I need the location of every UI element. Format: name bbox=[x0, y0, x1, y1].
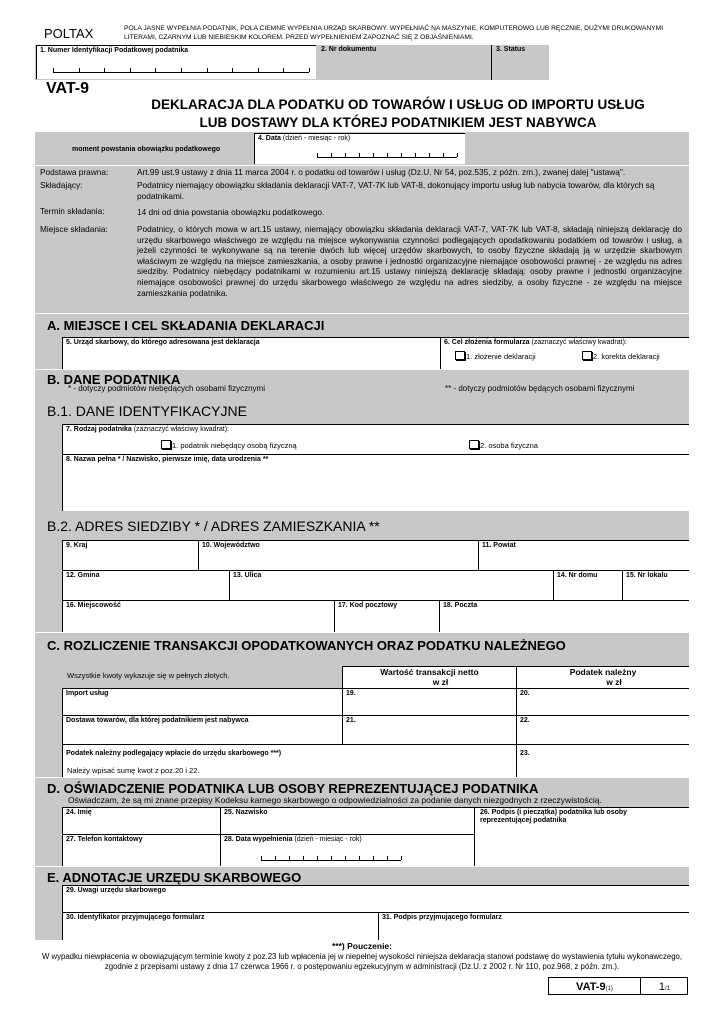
tick-mark bbox=[373, 153, 374, 157]
row-note: Należy wpisać sumę kwot z poz.20 i 22. bbox=[67, 766, 200, 775]
section-e-title: E. ADNOTACJE URZĘDU SKARBOWEGO bbox=[47, 870, 302, 885]
taxpayer-type-field bbox=[62, 424, 689, 454]
taxpayer-type-label: 7. Rodzaj podatnika bbox=[66, 426, 132, 433]
col-tax-title: Podatek należny bbox=[569, 667, 637, 677]
purpose-option-1[interactable] bbox=[455, 351, 536, 361]
info-text-2: 14 dni od dnia powstania obowiązku podatkowego. bbox=[137, 207, 325, 217]
net-supply-field[interactable] bbox=[342, 715, 516, 744]
checkbox-icon[interactable] bbox=[582, 351, 592, 360]
col-net-unit: w zł bbox=[432, 677, 449, 687]
type-option-2[interactable] bbox=[469, 440, 538, 450]
tick-mark bbox=[317, 153, 318, 157]
option-label: 1. podatnik niebędący osobą fizyczną bbox=[172, 441, 297, 450]
row-label: Podatek należny podlegający wpłacie do urzędu skarbowego ***) bbox=[66, 750, 282, 757]
post-office-label: 18. Poczta bbox=[443, 602, 478, 609]
tick-mark bbox=[331, 153, 332, 157]
note-person: ** - dotyczy podmiotów będących osobami fizycznymi bbox=[445, 384, 635, 393]
nip-label: 1. Numer Identyfikacji Podatkowej podatnika bbox=[40, 47, 189, 54]
tick-mark bbox=[130, 68, 131, 72]
form-title-2: LUB DOSTAWY DLA KTÓREJ PODATNIKIEM JEST NABYWCA bbox=[199, 115, 597, 130]
statement: Oświadczam, że są mi znane przepisy Kodeksu karnego skarbowego o odpowiedzialności za podanie danych niezgodnych z rzeczywistością. bbox=[68, 795, 602, 805]
city-field[interactable] bbox=[62, 600, 334, 632]
tick-mark bbox=[232, 68, 233, 72]
purpose-hint: (zaznaczyć właściwy kwadrat): bbox=[531, 339, 627, 346]
street-label: 13. Ulica bbox=[233, 572, 262, 579]
info-label-3: Miejsce składania: bbox=[40, 224, 108, 234]
signature-field[interactable] bbox=[474, 807, 689, 866]
receiver-id-field bbox=[62, 912, 378, 940]
moment-label: moment powstania obowiązku podatkowego bbox=[72, 146, 221, 153]
fill-date-hint: (dzień - miesiąc - rok) bbox=[294, 836, 362, 843]
tick-mark bbox=[303, 856, 304, 860]
tick-mark bbox=[457, 153, 458, 157]
tick-mark bbox=[401, 856, 402, 860]
date-ticks bbox=[317, 153, 457, 158]
postal-code-label: 17. Kod pocztowy bbox=[338, 602, 398, 609]
tick-mark bbox=[331, 856, 332, 860]
tick-mark bbox=[443, 153, 444, 157]
tick-mark bbox=[373, 856, 374, 860]
house-number-label: 14. Nr domu bbox=[557, 572, 598, 579]
type-option-1[interactable] bbox=[161, 440, 297, 450]
tick-mark bbox=[181, 68, 182, 72]
tax-supply-field[interactable] bbox=[516, 715, 689, 744]
tax-office-label: 5. Urząd skarbowy, do którego adresowana jest deklaracja bbox=[66, 339, 260, 346]
info-label-0: Podstawa prawna: bbox=[40, 167, 109, 177]
tick-mark bbox=[104, 68, 105, 72]
row-label: Import usług bbox=[66, 690, 109, 697]
purpose-option-2[interactable] bbox=[582, 351, 660, 361]
footer-code: VAT-9 bbox=[576, 981, 606, 993]
first-name-field[interactable] bbox=[62, 807, 220, 834]
nip-field[interactable] bbox=[36, 45, 316, 79]
tick-mark bbox=[345, 153, 346, 157]
form-code: VAT-9 bbox=[46, 80, 89, 97]
full-name-field[interactable] bbox=[62, 454, 689, 511]
fill-date-ticks bbox=[261, 856, 401, 861]
form-title-1: DEKLARACJA DLA PODATKU OD TOWARÓW I USŁUG OD IMPORTU USŁUG bbox=[151, 97, 645, 112]
tick-mark bbox=[283, 68, 284, 72]
tick-mark bbox=[289, 856, 290, 860]
country-field[interactable] bbox=[62, 540, 198, 570]
tick-mark bbox=[429, 153, 430, 157]
amounts-note: Wszystkie kwoty wykazuje się w pełnych złotych. bbox=[67, 671, 230, 680]
b2-title: B.2. ADRES SIEDZIBY * / ADRES ZAMIESZKANIA ** bbox=[47, 518, 380, 534]
receiver-id-label: 30. Identyfikator przyjmującego formularz bbox=[66, 914, 205, 921]
checkbox-icon[interactable] bbox=[161, 440, 171, 449]
tick-mark bbox=[359, 153, 360, 157]
info-label-1: Składający: bbox=[40, 180, 83, 190]
col-tax-header bbox=[516, 666, 689, 688]
row-import-label bbox=[62, 688, 342, 715]
status-label: 3. Status bbox=[496, 46, 526, 53]
full-name-label: 8. Nazwa pełna * / Nazwisko, pierwsze imię, data urodzenia ** bbox=[66, 456, 269, 463]
receiver-signature-field bbox=[378, 912, 689, 940]
tick-mark bbox=[359, 856, 360, 860]
tick-mark bbox=[387, 856, 388, 860]
tick-mark bbox=[207, 68, 208, 72]
phone-field[interactable] bbox=[62, 834, 220, 866]
apartment-number-label: 15. Nr lokalu bbox=[626, 572, 668, 579]
instruction-title: ***) Pouczenie: bbox=[332, 941, 392, 951]
purpose-field bbox=[440, 337, 689, 369]
b1-title: B.1. DANE IDENTYFIKACYJNE bbox=[47, 403, 247, 419]
info-text-3: Podatnicy, o których mowa w art.15 ustawy, niemający obowiązku składania deklaracji VAT-7, VAT-7K lub VAT-8, składają niniejszą deklarację do urzędu skarbowego właściwego ze względu na miejsce wykonywania czynności podlegających opodatkowaniu podatkiem od towarów i usług, a jeżeli czynności te wykonywane są na terenie dwóch lub więcej urzędów skarbowych, to osoby fizyczne składają ją w urzędzie skarbowym właściwym ze względu na miejsce zamieszkania, a osoby prawne i jednostki organizacyjne niemające osobowości prawnej - ze względu na adres siedziby. Podatnicy niebędący podatnikami w rozumieniu art.15 ustawy niniejszą deklarację składają: osoby prawne i jednostki organizacyjne niemające osobowości prawnej do urzędu skarbowego właściwego ze względu na adres siedziby, a osoby fizyczne - ze względu na miejsce zamieszkania podatnika. bbox=[137, 224, 682, 298]
date-hint: (dzień - miesiąc - rok) bbox=[282, 135, 351, 142]
tick-mark bbox=[275, 856, 276, 860]
apartment-number-field[interactable] bbox=[622, 570, 689, 600]
taxpayer-type-hint: (zaznaczyć właściwy kwadrat): bbox=[133, 426, 229, 433]
house-number-field[interactable] bbox=[553, 570, 622, 600]
postal-code-field[interactable] bbox=[334, 600, 439, 632]
post-office-field[interactable] bbox=[439, 600, 689, 632]
city-label: 16. Miejscowość bbox=[66, 602, 121, 609]
last-name-label: 25. Nazwisko bbox=[224, 809, 268, 816]
col-tax-unit: w zł bbox=[606, 677, 622, 687]
field-number: 22. bbox=[520, 717, 530, 724]
poltax-logo: POLTAX bbox=[44, 26, 94, 41]
net-import-field[interactable] bbox=[342, 688, 516, 715]
section-c-title: C. ROZLICZENIE TRANSAKCJI OPODATKOWANYCH ORAZ PODATKU NALEŻNEGO bbox=[47, 638, 566, 653]
field-number: 19. bbox=[346, 690, 356, 697]
tax-import-field[interactable] bbox=[516, 688, 689, 715]
commune-label: 12. Gmina bbox=[66, 572, 100, 579]
voivodeship-field[interactable] bbox=[198, 540, 478, 570]
office-notes-field bbox=[62, 885, 689, 912]
last-name-field[interactable] bbox=[220, 807, 474, 834]
footer-version: (1) bbox=[605, 986, 613, 992]
section-a-title: A. MIEJSCE I CEL SKŁADANIA DEKLARACJI bbox=[47, 318, 325, 333]
row-total-label bbox=[62, 744, 516, 777]
fill-date-label: 28. Data wypełnienia bbox=[224, 836, 293, 843]
fill-date-field[interactable] bbox=[220, 834, 474, 866]
date-label: 4. Data bbox=[258, 135, 281, 142]
street-field[interactable] bbox=[229, 570, 553, 600]
field-number: 20. bbox=[520, 690, 530, 697]
section-b-title: B. DANE PODATNIKA bbox=[47, 372, 181, 387]
col-net-title: Wartość transakcji netto bbox=[380, 667, 479, 677]
field-number: 23. bbox=[520, 750, 530, 757]
row-label: Dostawa towarów, dla której podatnikiem jest nabywca bbox=[66, 717, 249, 724]
purpose-label: 6. Cel złożenia formularza bbox=[444, 339, 530, 346]
tick-mark bbox=[387, 153, 388, 157]
receiver-signature-label: 31. Podpis przyjmującego formularz bbox=[382, 914, 502, 921]
row-supply-label bbox=[62, 715, 342, 744]
fill-instructions: POLA JASNE WYPEŁNIA PODATNIK, POLA CIEMNE WYPEŁNIA URZĄD SKARBOWY. WYPEŁNIAĆ NA MASZYNIE, KOMPUTEROWO LUB RĘCZNIE, DUŻYMI DRUKOWANYMI LITERAMI, CZARNYM LUB NIEBIESKIM KOLOREM. PRZED WYPEŁNIENIEM ZAPOZNAĆ SIĘ Z OBJAŚNIENIAMI. bbox=[124, 25, 664, 41]
nip-ticks bbox=[53, 68, 309, 73]
section-d-title: D. OŚWIADCZENIE PODATNIKA LUB OSOBY REPREZENTUJĄCEJ PODATNIKA bbox=[47, 781, 539, 796]
tax-office-field[interactable] bbox=[62, 337, 440, 369]
tick-mark bbox=[79, 68, 80, 72]
phone-label: 27. Telefon kontaktowy bbox=[66, 836, 143, 843]
tick-mark bbox=[53, 68, 54, 72]
tick-mark bbox=[415, 153, 416, 157]
tick-mark bbox=[155, 68, 156, 72]
tick-mark bbox=[261, 856, 262, 860]
tax-total-field[interactable] bbox=[516, 744, 689, 777]
field-number: 21. bbox=[346, 717, 356, 724]
option-label: 1. złożenie deklaracji bbox=[466, 352, 536, 361]
info-label-2: Termin składania: bbox=[40, 206, 105, 216]
instruction-text: W wypadku niewpłacenia w obowiązującym terminie kwoty z poz.23 lub wpłacenia jej w niepełnej wysokości niniejsza deklaracja stanowi podstawę do wystawienia tytułu wykonawczego, zgodnie z przepisami ustawy z dnia 17 czerwca 1966 r. o postępowaniu egzekucyjnym w administracji (Dz.U. z 2002 r. Nr 110, poz.968, z późn. zm.). bbox=[41, 952, 683, 971]
doc-number-label: 2. Nr dokumentu bbox=[321, 46, 377, 53]
col-net-header bbox=[342, 666, 516, 688]
footer-code-box bbox=[548, 977, 688, 995]
tick-mark bbox=[309, 68, 310, 72]
checkbox-icon[interactable] bbox=[455, 351, 465, 360]
commune-field[interactable] bbox=[62, 570, 229, 600]
tick-mark bbox=[401, 153, 402, 157]
tick-mark bbox=[317, 856, 318, 860]
divider bbox=[491, 45, 492, 80]
county-label: 11. Powiat bbox=[482, 542, 516, 549]
date-field[interactable] bbox=[254, 133, 465, 164]
option-label: 2. osoba fizyczna bbox=[480, 441, 538, 450]
note-nonperson: * - dotyczy podmiotów niebędących osobami fizycznymi bbox=[68, 384, 265, 393]
first-name-label: 24. Imię bbox=[66, 809, 92, 816]
country-label: 9. Kraj bbox=[66, 542, 88, 549]
page-total: /1 bbox=[665, 986, 671, 992]
info-text-1: Podatnicy niemający obowiązku składania deklaracji VAT-7, VAT-7K lub VAT-8, dokonujący importu usług lub nabycia towarów, dla których są podatnikami. bbox=[137, 180, 655, 201]
option-label: 2. korekta deklaracji bbox=[593, 352, 660, 361]
tick-mark bbox=[258, 68, 259, 72]
county-field[interactable] bbox=[478, 540, 689, 570]
signature-label: 26. Podpis (i pieczątka) podatnika lub osoby reprezentującej podatnika bbox=[480, 809, 628, 824]
page-number: 1 bbox=[658, 981, 666, 993]
info-text-0: Art.99 ust.9 ustawy z dnia 11 marca 2004 r. o podatku od towarów i usług (Dz.U. Nr 54, poz.535, z późn. zm.), zwanej dalej "ustawą". bbox=[137, 167, 626, 177]
checkbox-icon[interactable] bbox=[469, 440, 479, 449]
office-notes-label: 29. Uwagi urzędu skarbowego bbox=[66, 887, 166, 894]
tick-mark bbox=[345, 856, 346, 860]
voivodeship-label: 10. Województwo bbox=[202, 542, 260, 549]
